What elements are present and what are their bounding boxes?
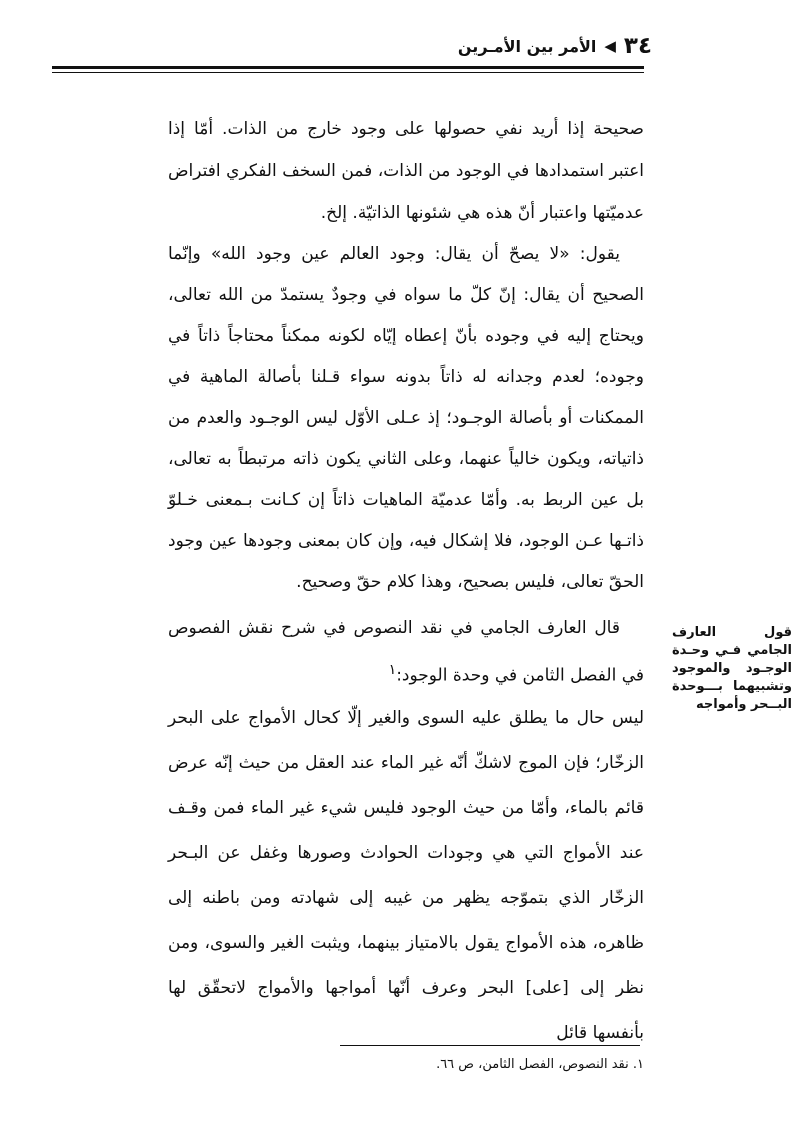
arrow-left-icon: ◀ (604, 37, 616, 55)
margin-note: قول العارف الجامي فـي وحـدة الوجـود والموجود وتشبيهما بـــوحدة البــحر وأمواجه (672, 625, 792, 712)
footnote-marker: ١ (388, 662, 397, 678)
page-number: ٣٤ (623, 33, 652, 59)
header-rule-thick (52, 66, 644, 69)
paragraph-3-text: قال العارف الجامي في نقد النصوص في شرح نقش الفصوص في الفصل الثامن في وحدة الوجود: (168, 618, 644, 686)
main-text (168, 108, 644, 697)
page-header (152, 30, 652, 62)
paragraph-2: يقول: «لا يصحّ أن يقال: وجود العالم عين وجود الله» وإنّما الصحيح أن يقال: إنّ كلّ ما سواه في وجودٌ يستمدّ من الله تعالى، ويحتاج إليه في وجوده بأنّ إعطاه إيّاه لكونه ممكناً محتاجاً ذاتاً في وجوده؛ لعدم وجدانه له ذاتاً بدونه سواء قـلنا بأصالة الماهية في الممكنات أو بأصالة الوجـود؛ إذ عـلى الأوّل ليس الوجـود والعدم من ذاتياته، ويكون خالياً عنهما، وعلى الثاني يكون ذاته مرتبطاً به تعالى، بل عين الربط به. وأمّا عدميّة الماهيات ذاتاً إن كـانت بـمعنى خـلوّ ذاتـها عـن الوجود، فلا إشكال فيه، وإن كان بمعنى وجودها عين وجود الحقّ تعالى، فليس بصحيح، وهذا كلام حقّ وصحيح. (168, 244, 644, 592)
footnote-rule (340, 1045, 640, 1046)
header-rule-thin (52, 72, 644, 73)
quotation-block (168, 696, 644, 1056)
running-title: الأمر بين الأمـرين (457, 36, 597, 56)
footnote: ١. نقد النصوص، الفصل الثامن، ص ٦٦. (436, 1057, 644, 1072)
paragraph-3 (168, 607, 644, 697)
paragraph-1: صحيحة إذا أريد نفي حصولها على وجود خارج من الذات. أمّا إذا اعتبر استمدادها في الوجود من الذات، فمن السخف الفكري افتراض عدميّتها واعتبار أنّ هذه هي شئونها الذاتيّة. إلخ. (168, 119, 644, 223)
quotation-text: ليس حال ما يطلق عليه السوى والغير إلّا كحال الأمواج على البحر الزخّار؛ فإن الموج لاشكّ أنّه غير الماء عند العقل من حيث إنّه عرض قائم بالماء، وأمّا من حيث الوجود فليس شيء غير الماء فمن وقـف عند الأمواج التي هي وجودات الحوادث وصورها وغفل عن البـحر الزخّار الذي بتموّجه يظهر من غيبه إلى شهادته ومن باطنه إلى ظاهره، هذه الأمواج يقول بالامتياز بينهما، ويثبت الغير والسوى، ومن نظر إلى [على] البحر وعرف أنّها أمواجها والأمواج لاتحقّق لها بأنفسها قائل (168, 708, 644, 1043)
